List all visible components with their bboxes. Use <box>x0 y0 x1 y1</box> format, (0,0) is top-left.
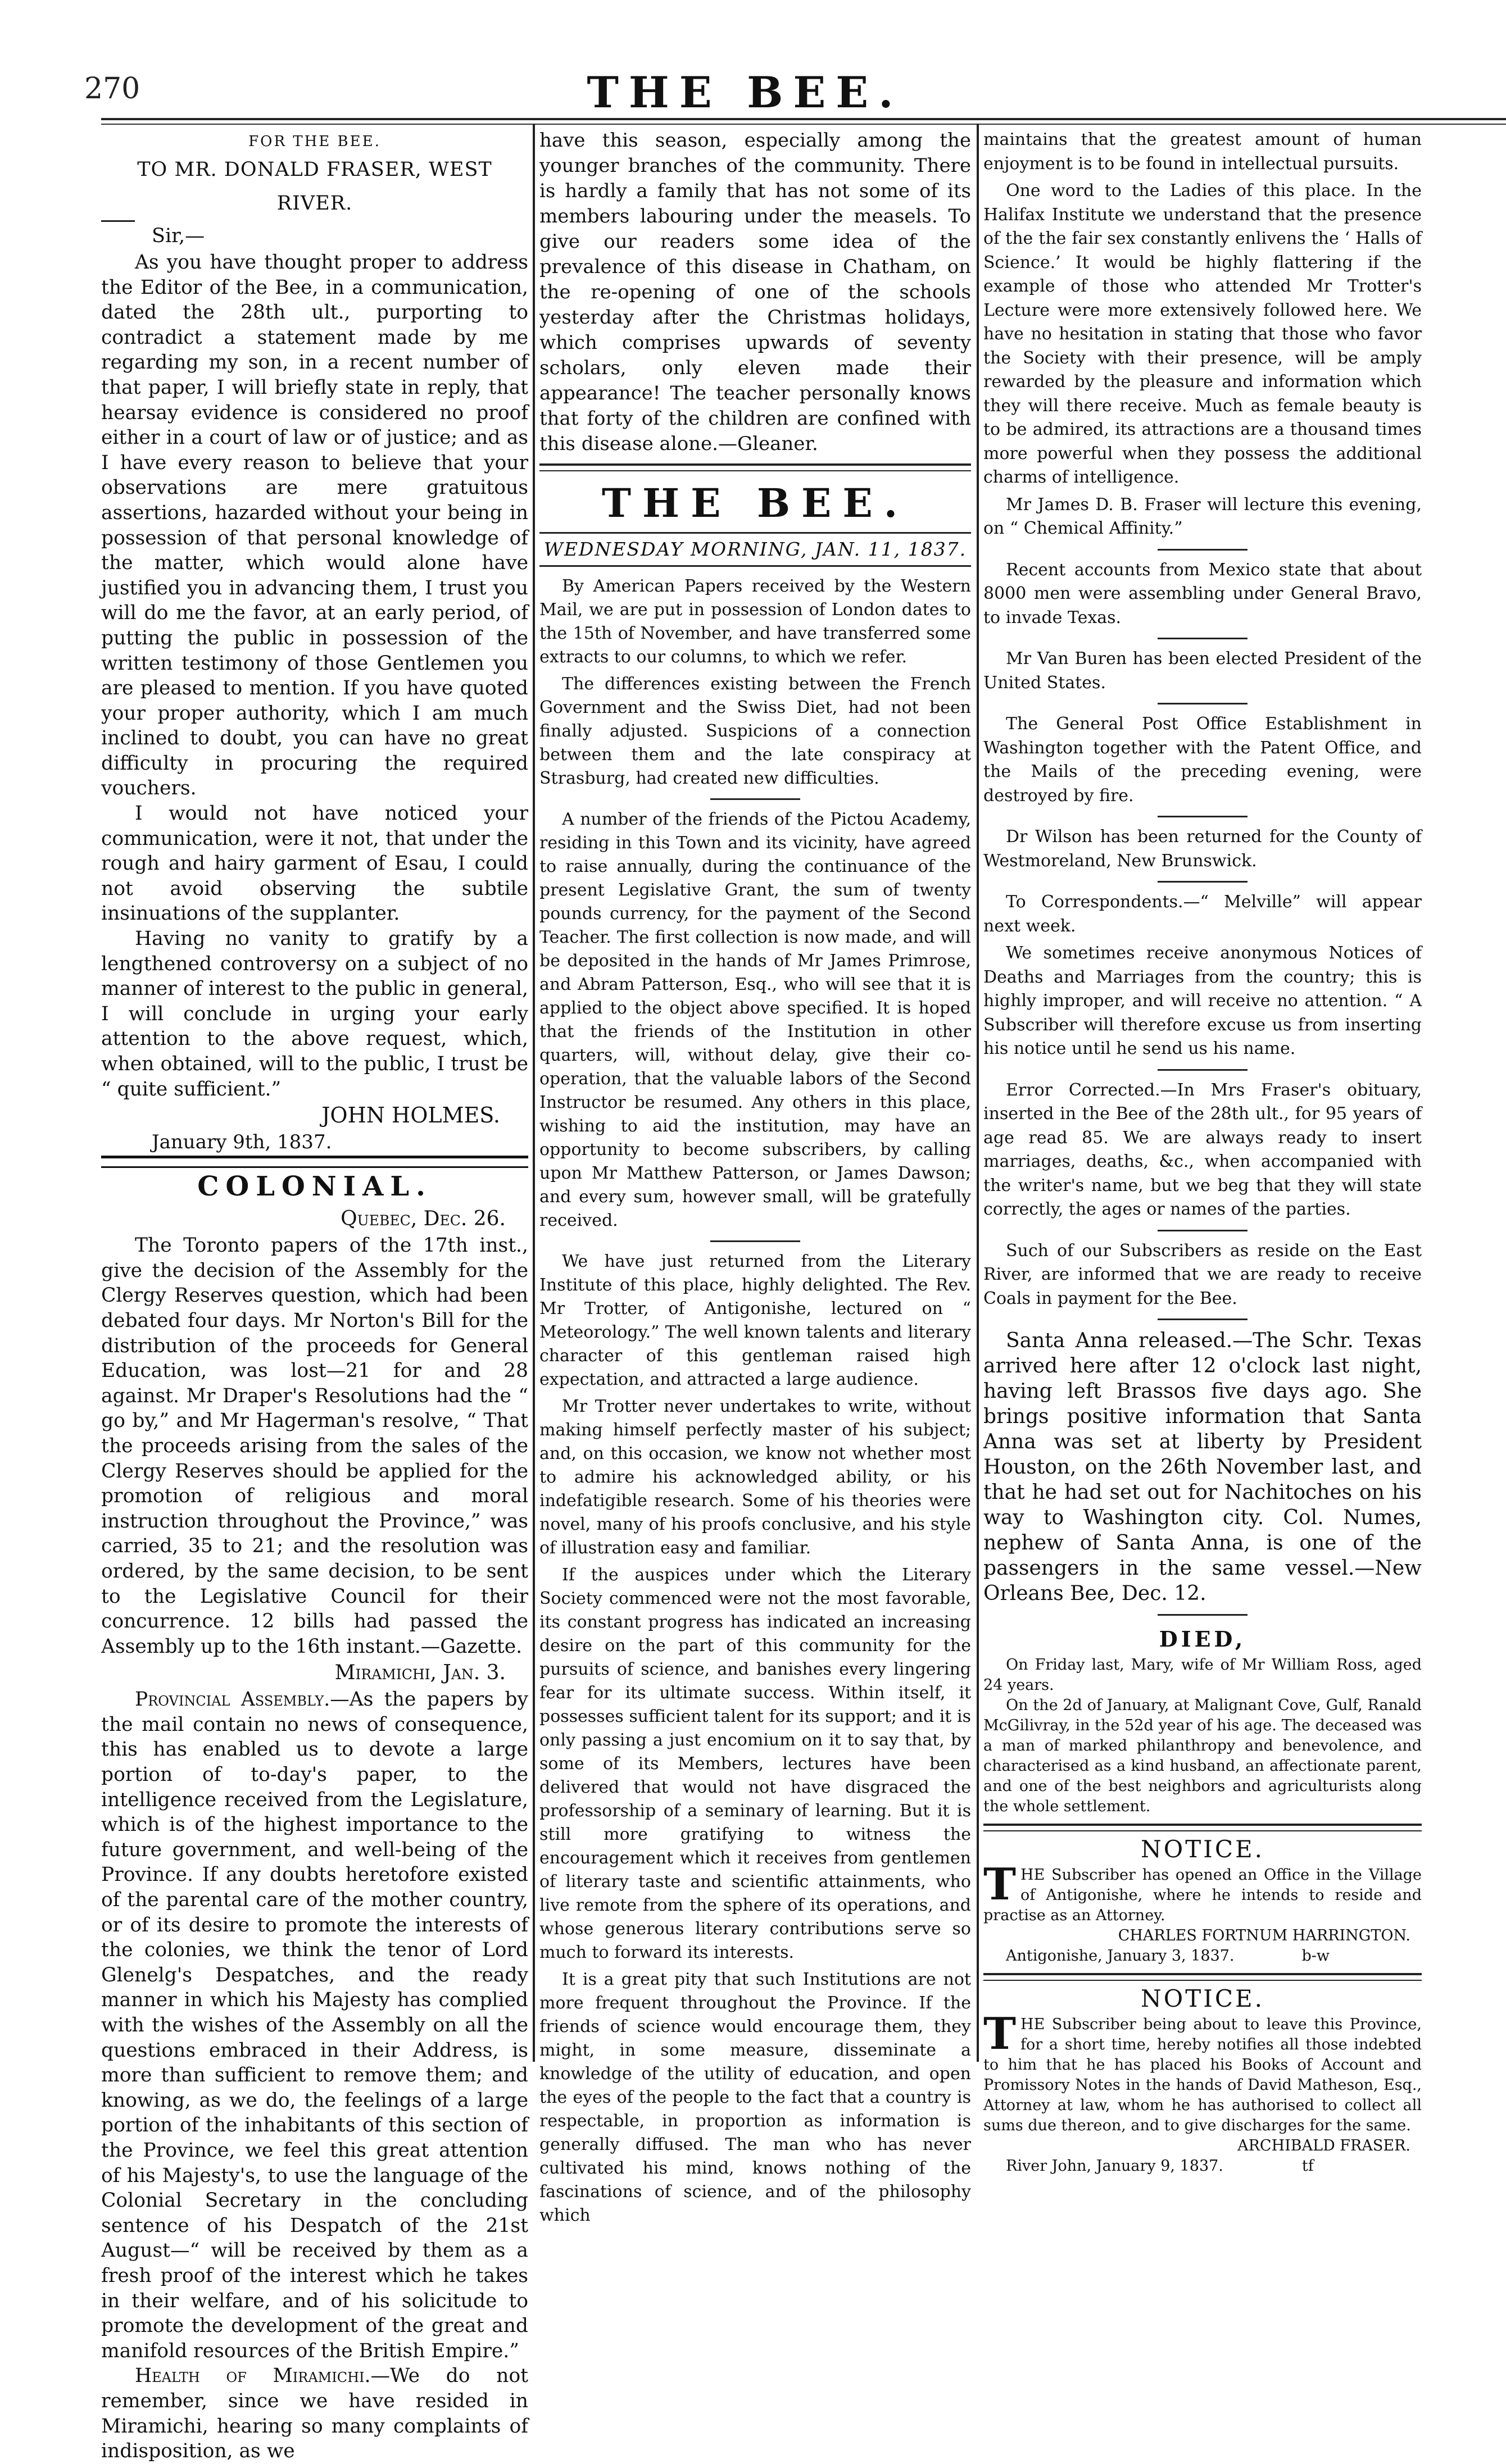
colonial-heading: COLONIAL. <box>197 1171 432 1203</box>
article-paragraph: By American Papers received by the Western Mail, we are put in possession of London dates to the 15th of November, and have transferred some extracts to our columns, to which we refer. <box>539 576 971 667</box>
section-label: FOR THE BEE. <box>248 133 381 150</box>
notice-date: Antigonishe, January 3, 1837. b-w <box>1006 1947 1330 1965</box>
section-rule <box>983 1973 1422 1981</box>
article-paragraph: The General Post Office Establishment in Washington together with the Patent Office, and the Mails of the preceding evening, were destroyed by fire. <box>983 714 1422 806</box>
letter-signature: JOHN HOLMES. <box>321 1103 500 1128</box>
notice-text: THE Subscriber has opened an Office in the Village of Antigonishe, where he intends to reside and practise as an Attorney. <box>983 1859 1422 1924</box>
page-number: 270 <box>84 72 140 106</box>
deaths-heading: DIED, <box>1159 1626 1246 1652</box>
section-rule <box>101 1156 528 1168</box>
letter-date: January 9th, 1837. <box>152 1131 332 1154</box>
article-paragraph: Santa Anna released.—The Schr. Texas arrived here after 12 o'clock last night, having left Brassos five days ago. She brings positive information that Santa Anna was set at liberty by President Houston, on the 26th November last, and that he had set out for Nachitoches on his way to Washington city. Col. Numes, nephew of Santa Anna, is one of the passengers in the same vessel.—New Orleans Bee, Dec. 12. <box>983 1329 1422 1605</box>
letter-address: TO MR. DONALD FRASER, WEST RIVER. <box>137 158 492 215</box>
article-paragraph: The differences existing between the French Government and the Swiss Diet, had not been finally adjusted. Suspicions of a connection between them and the late conspiracy at Strasburg, had created new difficulties. <box>539 674 971 788</box>
drop-cap: T <box>983 1859 1017 1910</box>
article-paragraph: Mr Trotter never undertakes to write, without making himself perfectly master of his subject; and, on this occasion, we know not whether most to admire his acknowledged ability, or his indefatigible research. Some of his theories were novel, many of his proofs conclusive, and his style of illustration easy and familiar. <box>539 1397 971 1558</box>
section-rule <box>539 463 971 471</box>
article-paragraph: Mr James D. B. Fraser will lecture this evening, on “ Chemical Affinity.” <box>983 494 1422 538</box>
divider <box>1158 1319 1248 1320</box>
article-paragraph: To Correspondents.—“ Melville” will appear next week. <box>983 892 1422 936</box>
article-paragraph: If the auspices under which the Literary Society commenced were not the most favorable, its constant progress has indicated an increasing desire on the part of this community for the pursuits of science, and banishes every lingering fear for its ultimate success. Within itself, it possesses sufficient talent for its support; and it is only passing a just encomium on it to say that, by some of its Members, lectures have been delivered that would not have disgraced the professorship of a seminary of learning. But it is still more gratifying to witness the encouragement which it receives from gentlemen of literary taste and scientific attainments, who live remote from the sphere of its operations, and whose generous literary contributions serve so much to forward its interests. <box>539 1565 971 1962</box>
article-paragraph: maintains that the greatest amount of human enjoyment is to be found in intellectual pursuits. <box>983 130 1422 174</box>
column-2 <box>539 128 971 2225</box>
dateline: Quebec, Dec. 26. <box>341 1207 506 1231</box>
article-paragraph: Such of our Subscribers as reside on the East River, are informed that we are ready to receive Coals in payment for the Bee. <box>983 1240 1422 1308</box>
article-paragraph: The Toronto papers of the 17th inst., give the decision of the Assembly for the Clergy Reserves question, which had been debated four days. Mr Norton's Bill for the distribution of the proceeds for General Education, was lost—21 for and 28 against. Mr Draper's Resolutions had the “ go by,” and Mr Hagerman's resolve, “ That the proceeds arising from the sales of the Clergy Reserves should be applied for the promotion of religious and moral instruction throughout the Province,” was carried, 35 to 21; and the resolution was ordered, by the same decision, to be sent to the Legislative Council for their concurrence. 12 bills had passed the Assembly up to the 16th instant.—Gazette. <box>101 1234 528 1658</box>
divider <box>710 1240 800 1242</box>
letter-salutation: Sir,— <box>152 225 205 247</box>
drop-cap: T <box>983 2008 1017 2060</box>
notice-heading: NOTICE. <box>1141 1985 1264 2012</box>
masthead-title: THE BEE. <box>587 67 904 117</box>
divider <box>1158 1614 1248 1616</box>
divider <box>1158 816 1248 817</box>
article-lead: Health of Miramichi. <box>135 2365 371 2388</box>
divider <box>1158 703 1248 704</box>
dateline: Miramichi, Jan. 3. <box>334 1661 506 1685</box>
notice-heading: NOTICE. <box>1141 1835 1264 1863</box>
divider <box>1158 1069 1248 1071</box>
article-paragraph: A number of the friends of the Pictou Academy, residing in this Town and its vicinity, have agreed to raise annually, during the continuance of the present Legislative Grant, the sum of twenty pounds currency, for the payment of the Second Teacher. The first collection is now made, and will be deposited in the hands of Mr James Primrose, and Abram Patterson, Esq., who will see that it is applied to the object above specified. It is hoped that the friends of the Institution in other quarters, will, without delay, give their co-operation, that the valuable labors of the Second Instructor be resumed. Any others in this place, wishing to aid the institution, may have an opportunity to become subscribers, by calling upon Mr Matthew Patterson, or James Dawson; and every sum, however small, will be gratefully received. <box>539 810 971 1230</box>
divider <box>1158 1230 1248 1231</box>
notice-mark: tf <box>1301 2157 1314 2175</box>
notice-text: THE Subscriber being about to leave this Province, for a short time, hereby notifies all those indebted to him that he has placed his Books of Account and Promissory Notes in the hands of David Matheson, Esq., Attorney at law, whom he has authorised to collect all sums due thereon, and to give discharges for the same. <box>983 2008 1422 2134</box>
obituary-entry: On Friday last, Mary, wife of Mr William Ross, aged 24 years. <box>983 1656 1422 1694</box>
notice-date: River John, January 9, 1837. tf <box>1006 2157 1314 2175</box>
article-lead: Provincial Assembly. <box>135 1688 330 1711</box>
article-paragraph: We have just returned from the Literary Institute of this place, highly delighted. The Rev. Mr Trotter, of Antigonishe, lectured on “ Meteorology.” The well known talents and literary character of this gentleman raised high expectation, and attracted a large audience. <box>539 1252 971 1389</box>
editorial-dateline: WEDNESDAY MORNING, JAN. 11, 1837. <box>539 532 971 567</box>
article-paragraph: Error Corrected.—In Mrs Fraser's obituary, inserted in the Bee of the 28th ult., for 95 years of age read 85. We are always ready to insert marriages, deaths, &c., when accompanied with the writer's name, but we beg that they will state correctly, the ages or names of the parties. <box>983 1080 1422 1219</box>
article-paragraph: Recent accounts from Mexico state that about 8000 men were assembling under General Bravo, to invade Texas. <box>983 560 1422 628</box>
article-paragraph: have this season, especially among the younger branches of the community. There is hardly a family that has not some of its members labouring under the measels. To give our readers some idea of the prevalence of this disease in Chatham, on the re-opening of one of the schools yesterday after the Christmas holidays, which comprises upwards of seventy scholars, only eleven made their appearance! The teacher personally knows that forty of the children are confined with this disease alone.—Gleaner. <box>539 129 971 455</box>
editorial-masthead: THE BEE. <box>601 480 909 526</box>
article-paragraph: Provincial Assembly.—As the papers by the mail contain no news of consequence, this has enabled us to devote a large portion of to-day's paper, to the intelligence received from the Legislature, which is of the highest importance to the future government, and well-being of the Province. If any doubts heretofore existed of the parental care of the mother country, or of its desire to promote the interests of the colonies, we think the tenor of Lord Glenelg's Despatches, and the ready manner in which his Majesty has complied with the wishes of the Assembly on all the questions embraced in their Address, is more than sufficient to remove them; and knowing, as we do, the feelings of a large portion of the inhabitants of this section of the Province, we feel this great attention of his Majesty's, to use the language of the Colonial Secretary in the concluding sentence of his Despatch of the 21st August—“ will be received by them as a fresh proof of the interest which he takes in their welfare, and of his solicitude to promote the development of the great and manifold resources of the British Empire.” <box>101 1688 528 2362</box>
notice-signature: ARCHIBALD FRASER. <box>1237 2137 1410 2154</box>
column-3 <box>983 128 1422 2175</box>
obituary-entry: On the 2d of January, at Malignant Cove, Gulf, Ranald McGilivray, in the 52d year of his age. The deceased was a man of marked philanthropy and benevolence, and characterised as a kind husband, an affectionate parent, and one of the best neighbors and agriculturists along the whole settlement. <box>983 1697 1422 1815</box>
column-1 <box>101 128 528 2463</box>
notice-mark: b-w <box>1301 1947 1330 1965</box>
divider <box>710 798 800 800</box>
article-paragraph: Dr Wilson has been returned for the County of Westmoreland, New Brunswick. <box>983 827 1422 871</box>
article-paragraph: We sometimes receive anonymous Notices of Deaths and Marriages from the country; this is highly improper, and will receive no attention. “ A Subscriber will therefore excuse us from inserting his notice until he send us his name. <box>983 943 1422 1058</box>
letter-paragraph: As you have thought proper to address the Editor of the Bee, in a communication, dated the 28th ult., purporting to contradict a statement made by me regarding my son, in a recent number of that paper, I will briefly state in reply, that hearsay evidence is considered no proof either in a court of law or of justice; and as I have every reason to believe that your observations are mere gratuitous assertions, hazarded without your being in possession of that personal knowledge of the matter, which would alone have justified you in advancing them, I trust you will do me the favor, at an early period, of putting the public in possession of the written testimony of those Gentlemen you are pleased to mention. If you have quoted your proper authority, which I am much inclined to doubt, you can have no great difficulty in procuring the required vouchers. <box>101 251 528 800</box>
masthead-rule <box>101 118 1506 125</box>
divider <box>1158 881 1248 883</box>
article-paragraph: Mr Van Buren has been elected President of the United States. <box>983 649 1422 693</box>
divider <box>1158 549 1248 551</box>
column-rule <box>533 124 535 2062</box>
article-paragraph: Health of Miramichi.—We do not remember, since we have resided in Miramichi, hearing so many complaints of indisposition, as we <box>101 2365 528 2463</box>
column-rule <box>977 124 979 2062</box>
article-paragraph: One word to the Ladies of this place. In the Halifax Institute we understand that the presence of the the fair sex constantly enlivens the ‘ Halls of Science.’ It would be highly flattering if the example of those who attended Mr Trotter's Lecture were more extensively followed here. We have no hesitation in stating that those who favor the Society with their presence, will be amply rewarded by the pleasure and information which they will there receive. Much as female beauty is to be admired, its attractions are a thousand times more powerful when they possess the additional charms of intelligence. <box>983 181 1422 487</box>
article-paragraph: It is a great pity that such Institutions are not more frequent throughout the Province. If the friends of science would encourage them, they might, in some measure, disseminate a knowledge of the utility of education, and open the eyes of the people to the fact that a country is respectable, in proportion as information is generally diffused. The man who has never cultivated his mind, knows nothing of the fascinations of science, and of the philosophy which <box>539 1970 971 2225</box>
letter-paragraph: I would not have noticed your communication, were it not, that under the rough and hairy garment of Esau, I could not avoid observing the subtile insinuations of the supplanter. <box>101 802 528 925</box>
notice-signature: CHARLES FORTNUM HARRINGTON. <box>1118 1927 1410 1944</box>
letter-paragraph: Having no vanity to gratify by a lengthened controversy on a subject of no manner of interest to the public in general, I will conclude in urging your early attention to the above request, which, when obtained, will to the public, I trust be “ quite sufficient.” <box>101 928 528 1101</box>
section-rule <box>983 1824 1422 1831</box>
divider <box>1158 638 1248 639</box>
